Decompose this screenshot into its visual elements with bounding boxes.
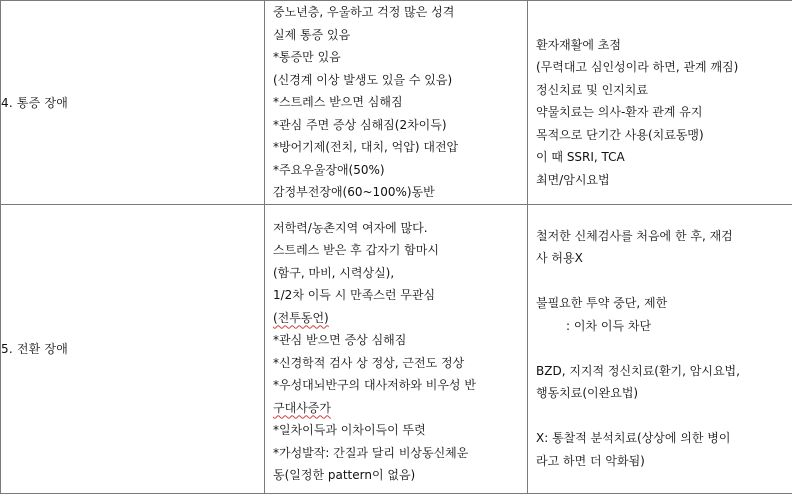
treatment-line: 정신치료 및 인지치료 (536, 79, 786, 102)
treatment-cell (528, 1, 792, 205)
symptom-line: 감정부전장애(60~100%)동반 (273, 181, 521, 204)
symptom-line: *관심 받으면 증상 심해짐 (273, 329, 521, 352)
symptom-line: *관심 주면 증상 심해짐(2차이득) (273, 114, 521, 137)
table-row (1, 204, 792, 493)
symptom-line: 실제 통증 있음 (273, 24, 521, 47)
symptom-line: *가성발작: 간질과 달리 비상동신체운 (273, 442, 521, 465)
treatment-line: X: 통찰적 분석치료(상상에 의한 병이 (536, 427, 786, 450)
symptom-line: *일차이득과 이차이득이 뚜렷 (273, 419, 521, 442)
treatment-line: 불필요한 투약 중단, 제한 (536, 292, 786, 315)
symptoms-cell (265, 204, 528, 493)
treatment-line: 라고 하면 더 악화됨) (536, 450, 786, 473)
treatment-line: BZD, 지지적 정신치료(환기, 암시요법, (536, 360, 786, 383)
table-row (1, 1, 792, 205)
blank-line (536, 405, 786, 428)
treatment-line: 환자재활에 초점 (536, 34, 786, 57)
symptom-line: (신경계 이상 발생도 있을 수 있음) (273, 69, 521, 92)
symptom-line: (전투동언) (273, 307, 521, 330)
blank-line (536, 270, 786, 293)
treatment-line: 최면/암시요법 (536, 169, 786, 192)
symptom-line: 중노년층, 우울하고 걱정 많은 성격 (273, 1, 521, 24)
symptom-line: 1/2차 이득 시 만족스런 무관심 (273, 284, 521, 307)
symptom-line: *통증만 있음 (273, 46, 521, 69)
treatment-line: 약물치료는 의사-환자 관계 유지 (536, 101, 786, 124)
row-label: 4. 통증 장애 (1, 96, 68, 110)
symptom-line: *우성대뇌반구의 대사저하와 비우성 반 (273, 374, 521, 397)
treatment-line: 사 허용X (536, 247, 786, 270)
row-label-cell (1, 1, 265, 205)
treatment-line: (무력대고 심인성이라 하면, 관계 깨짐) (536, 56, 786, 79)
treatment-line: : 이차 이득 차단 (536, 315, 786, 338)
symptom-line: (함구, 마비, 시력상실), (273, 262, 521, 285)
symptom-line: *스트레스 받으면 심해짐 (273, 91, 521, 114)
treatment-line: 이 때 SSRI, TCA (536, 146, 786, 169)
treatment-cell (528, 204, 792, 493)
row-label-cell (1, 204, 265, 493)
blank-line (536, 337, 786, 360)
treatment-line: 철저한 신체검사를 처음에 한 후, 재검 (536, 225, 786, 248)
symptom-line: 스트레스 받은 후 갑자기 함마시 (273, 239, 521, 262)
symptom-line: *방어기제(전치, 대치, 억압) 대전압 (273, 136, 521, 159)
symptom-line: *주요우울장애(50%) (273, 159, 521, 182)
symptom-line: 동(일정한 pattern이 없음) (273, 464, 521, 487)
symptoms-cell (265, 1, 528, 205)
symptom-line: *신경학적 검사 상 정상, 근전도 정상 (273, 352, 521, 375)
row-label: 5. 전환 장애 (1, 342, 68, 356)
treatment-line: 목적으로 단기간 사용(치료동맹) (536, 124, 786, 147)
treatment-line: 행동치료(이완요법) (536, 382, 786, 405)
symptom-line: 저학력/농촌지역 여자에 많다. (273, 217, 521, 240)
symptom-line: 구대사증가 (273, 397, 521, 420)
